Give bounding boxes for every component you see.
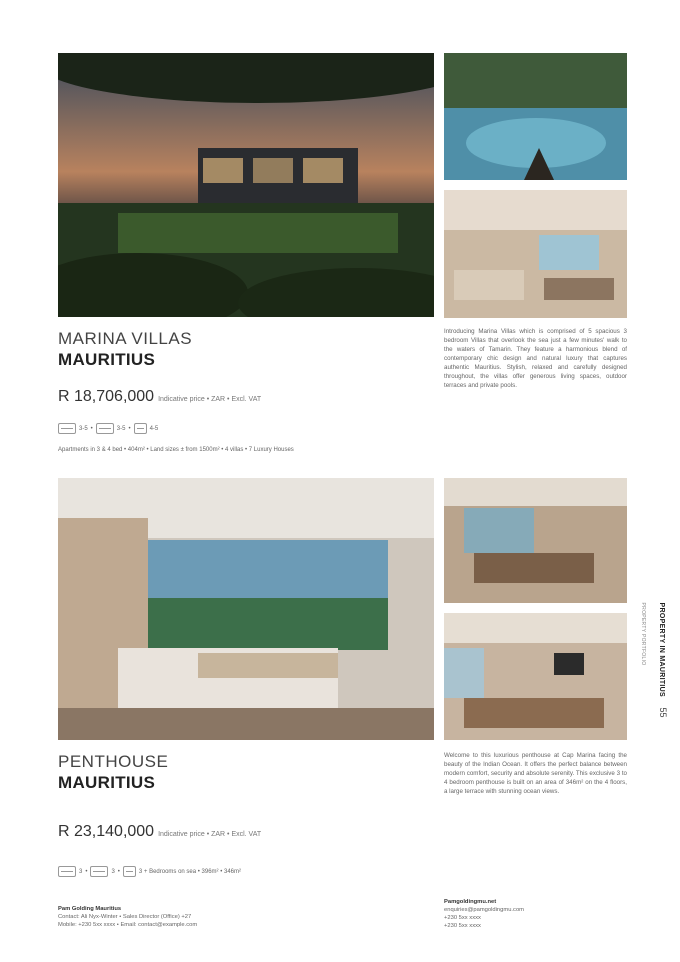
penthouse-bedroom-photo — [58, 478, 434, 740]
area-value: 4-5 — [149, 425, 159, 432]
marina-villas-pool-photo — [444, 53, 627, 180]
footer-right — [444, 898, 627, 930]
bath-icon — [96, 423, 114, 434]
listing1-title: MARINA VILLAS — [58, 329, 193, 348]
side-tab-subtitle: PROPERTY PORTFOLIO — [640, 602, 646, 666]
side-tab-title: PROPERTY IN MAURITIUS — [658, 602, 665, 697]
marina-villas-main-photo — [58, 53, 434, 317]
listing1-price-note: Indicative price • ZAR • Excl. VAT — [158, 396, 262, 403]
bath-count: 3-5 — [116, 425, 126, 432]
penthouse-dining-photo — [444, 478, 627, 603]
listing1-features: 3-5 • 3-5 • 4-5 — [58, 423, 158, 434]
area-icon — [134, 423, 147, 434]
listing1-subtitle: MAURITIUS — [58, 350, 156, 369]
footer-right-email[interactable]: enquiries@pamgoldingmu.com — [444, 907, 524, 913]
listing2-title: PENTHOUSE — [58, 752, 169, 771]
marina-villas-living-photo — [444, 190, 627, 318]
listing2-price: R 23,140,000 — [58, 823, 155, 840]
area-icon — [123, 866, 136, 877]
listing2-features: 3 • 3 • 3 + Bedrooms on sea • 396m² • 346m² — [58, 866, 241, 877]
footer-left — [58, 905, 358, 929]
bed-count: 3-5 — [79, 425, 88, 432]
footer-left-line1: Contact: Ali Nyx-Winter • Sales Director (Office) +27 — [58, 914, 192, 920]
side-tab-page: 55 — [658, 707, 668, 718]
listing2-subtitle: MAURITIUS — [58, 773, 156, 792]
bath-icon — [90, 866, 108, 877]
footer-left-title: Pam Golding Mauritius — [58, 906, 122, 912]
penthouse-lounge-photo — [444, 613, 627, 740]
footer-right-title[interactable]: Pamgoldingmu.net — [444, 899, 497, 905]
bath-count: 3 — [111, 868, 115, 875]
footer-left-line2: Mobile: +230 5xx xxxx • Email: contact@example.com — [58, 922, 198, 928]
bed-icon — [58, 866, 76, 877]
side-section-tab — [640, 580, 670, 740]
footer-right-phone2: +230 5xx xxxx — [444, 923, 481, 929]
listing1-description: Introducing Marina Villas which is comprised of 5 spacious 3 bedroom Villas that overlook the sea just a few minutes' walk to the waters of Tamarin. They feature a harmonious blend of contemporary chic design and natural luxury that captures authentic Mauritius. Stylish, relaxed and carefully designed throughout, the villas offer generous living spaces, outdoor terraces and private pools. — [444, 328, 627, 389]
bed-icon — [58, 423, 76, 434]
area-value: 3 + Bedrooms on sea • 396m² • 346m² — [138, 868, 241, 875]
listing2-price-row — [58, 823, 261, 841]
bed-count: 3 — [79, 868, 83, 875]
listing1-price: R 18,706,000 — [58, 388, 155, 405]
footer-right-phone1: +230 5xx xxxx — [444, 915, 481, 921]
listing2-price-note: Indicative price • ZAR • Excl. VAT — [158, 831, 262, 838]
listing2-description: Welcome to this luxurious penthouse at Cap Marina facing the beauty of the Indian Ocean. It offers the perfect balance between modern comfort, security and absolute serenity. This exclusive 3 to 4 bedroom penthouse is built on an area of 346m² on the 4 floors, a large terrace with stunning ocean views. — [444, 752, 627, 795]
listing1-specs: Apartments in 3 & 4 bed • 404m² • Land sizes ± from 1500m² • 4 villas • 7 Luxury Houses — [58, 447, 294, 453]
listing1-price-row — [58, 388, 261, 406]
